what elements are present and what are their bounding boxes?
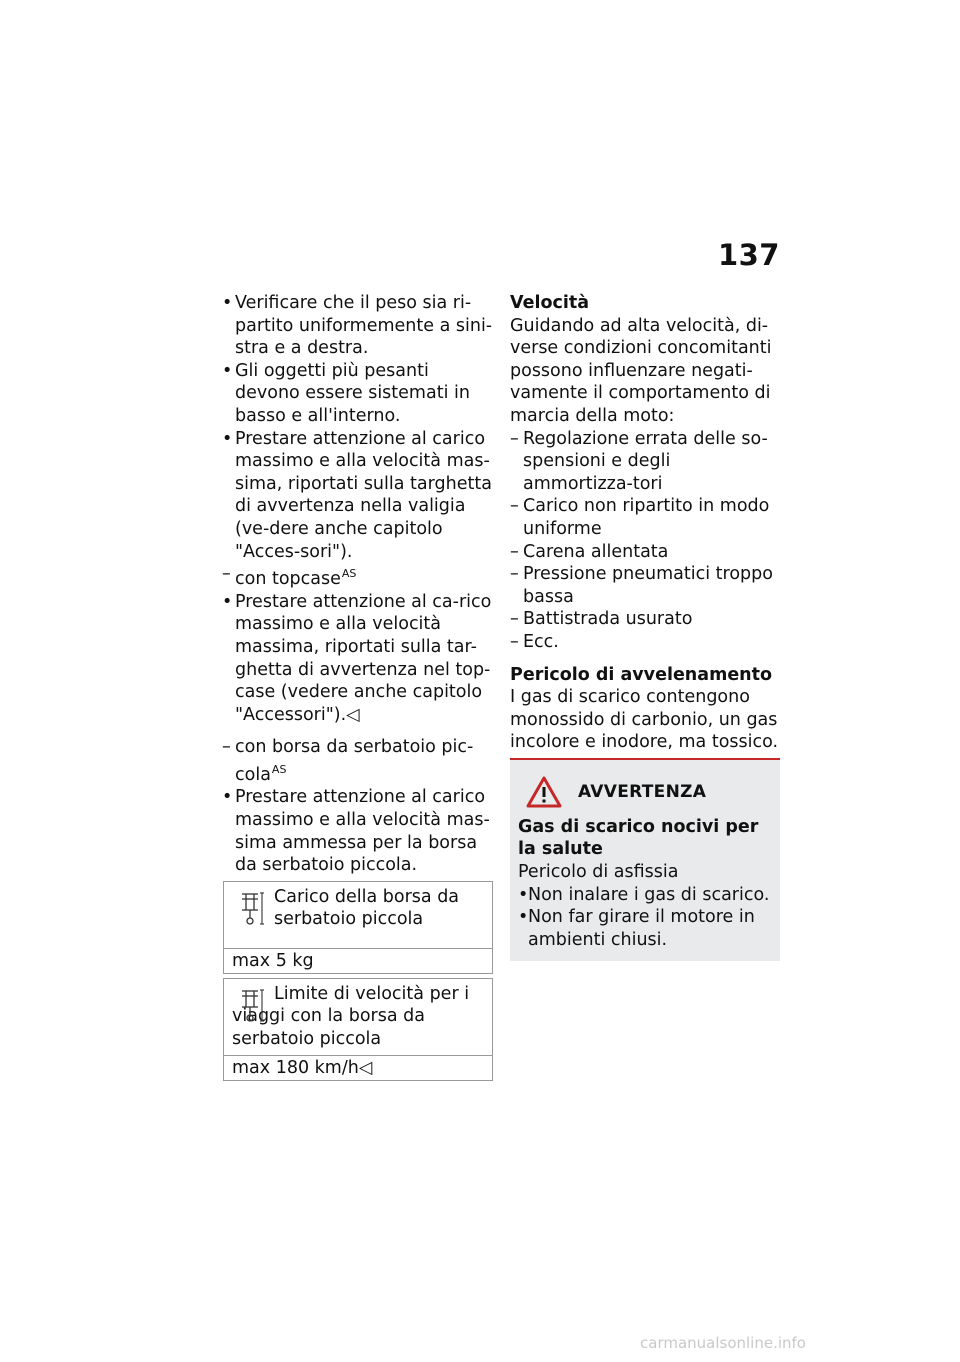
paragraph: I gas di scarico contengono monossido di carbonio, un gas incolore e inodore, ma tossico.	[510, 687, 779, 753]
watermark: carmanualsonline.info	[640, 1334, 806, 1352]
bullet-item: • Prestare attenzione al carico massimo e alla velocità mas-sima, riportati sulla targhetta di avvertenza nella valigia (ve-dere anche capitolo "Acces-sori").	[222, 428, 492, 562]
spec-label: Limite di velocità per i viaggi con la borsa da serbatoio piccola	[232, 983, 470, 1050]
dash-item: – Carena allentata	[510, 541, 669, 562]
warning-item: • Non far girare il motore in ambienti chiusi.	[518, 907, 755, 950]
warning-triangle-icon	[526, 776, 562, 808]
dash-item: – Battistrada usurato	[510, 609, 693, 630]
spec-value: max 5 kg	[224, 948, 492, 973]
spec-label: Carico della borsa da serbatoio piccola	[274, 886, 460, 930]
warning-heading: Gas di scarico nocivi per la salute	[518, 816, 759, 860]
dash-item: – Pressione pneumatici troppo bassa	[510, 564, 773, 607]
warning-item: • Non inalare i gas di scarico.	[518, 884, 770, 905]
dash-item: – con topcase$^{AS}$	[222, 564, 357, 590]
bullet-item: • Gli oggetti più pesanti devono essere sistemati in basso e all'interno.	[222, 360, 470, 426]
dash-item: – con borsa da serbatoio pic-cola$^{AS}$	[222, 737, 474, 785]
right-column	[510, 292, 780, 961]
spec-table-load	[223, 881, 493, 974]
left-column	[222, 292, 494, 1081]
section-heading: Pericolo di avvelenamento	[510, 664, 773, 685]
dash-item: – Ecc.	[510, 631, 559, 652]
luggage-weight-icon	[236, 890, 266, 928]
warning-box	[510, 760, 780, 962]
equipment-code: AS	[341, 567, 357, 581]
equipment-code: AS	[271, 762, 287, 776]
luggage-weight-icon	[236, 987, 266, 1025]
paragraph: Guidando ad alta velocità, di-verse condizioni concomitanti possono influenzare negati-vamente il comportamento di marcia della moto:	[510, 315, 772, 426]
bullet-item: • Prestare attenzione al ca-rico massimo e alla velocità massima, riportati sulla tar-ghetta di avvertenza nel top-case (vedere anche capitolo "Accessori").◁	[222, 591, 492, 725]
dash-item: – Regolazione errata delle so-spensioni e degli ammortizza-tori	[510, 428, 768, 494]
spec-value: max 180 km/h◁	[224, 1055, 492, 1080]
bullet-item: • Verificare che il peso sia ri-partito uniformemente a sini-stra e a destra.	[222, 293, 493, 359]
section-heading: Velocità	[510, 293, 590, 313]
dash-item: – Carico non ripartito in modo uniforme	[510, 496, 770, 539]
spec-table-speed	[223, 978, 493, 1081]
bullet-item: • Prestare attenzione al carico massimo e alla velocità mas-sima ammessa per la borsa da serbatoio piccola.	[222, 787, 490, 876]
warning-text: Pericolo di asfissia	[518, 862, 679, 883]
warning-title: AVVERTENZA	[578, 781, 707, 802]
page-number: 137	[717, 238, 780, 272]
